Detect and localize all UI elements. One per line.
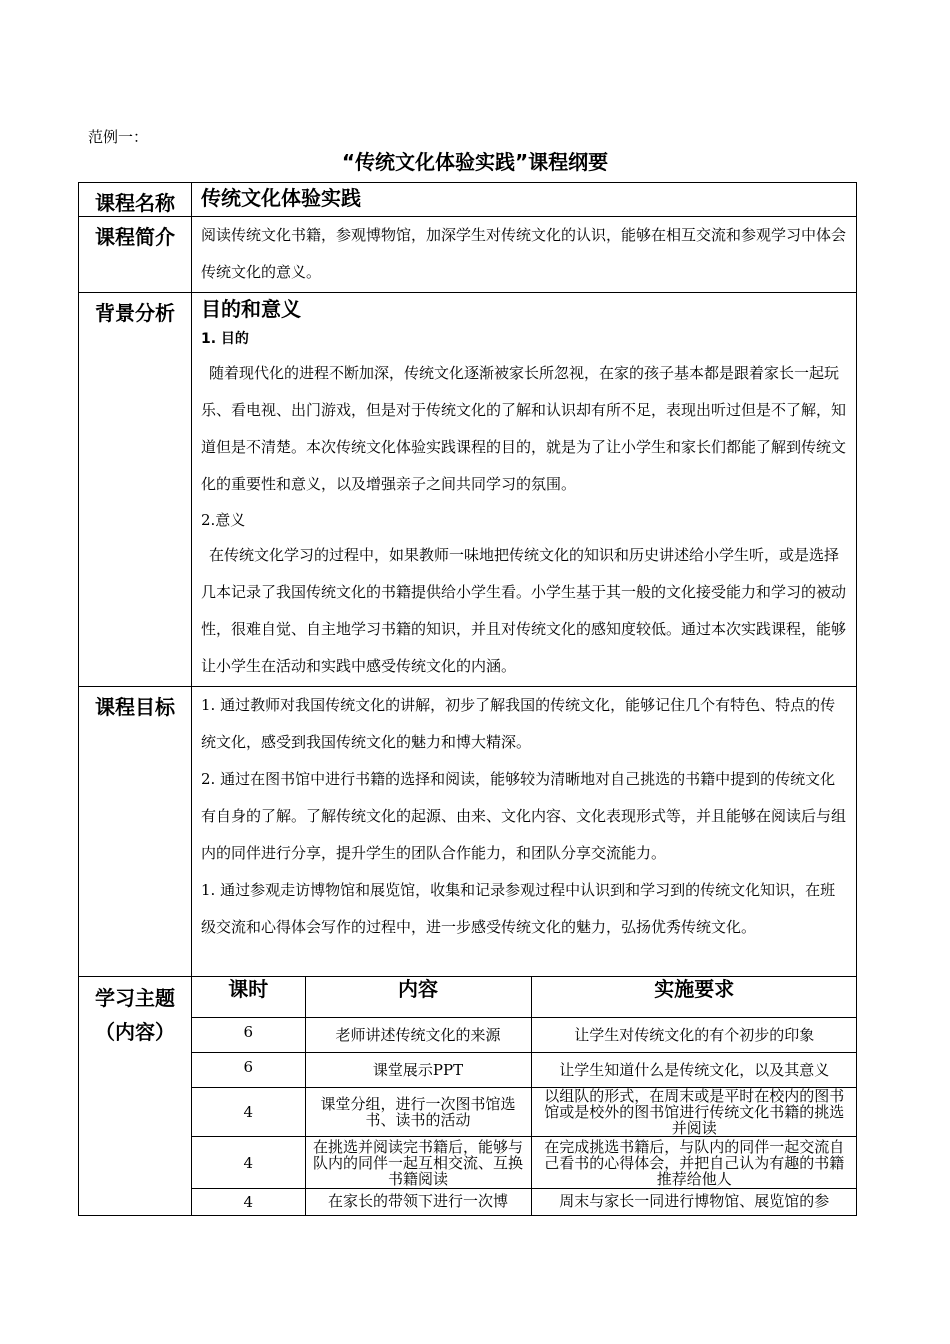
content-cell: 在家长的带领下进行一次博 xyxy=(305,1189,531,1215)
row-background xyxy=(79,293,857,687)
background-cell xyxy=(192,293,857,687)
goal-item: 1. 通过教师对我国传统文化的讲解，初步了解我国的传统文化，能够记住几个有特色、特点的传统文化，感受到我国传统文化的魅力和博大精深。 xyxy=(201,696,836,751)
row-topics xyxy=(79,977,857,1216)
goals-cell xyxy=(192,687,857,977)
header-hours: 课时 xyxy=(192,977,305,1018)
row-goals xyxy=(79,687,857,977)
document-title: “传统文化体验实践”课程纲要 xyxy=(341,150,609,174)
goal-item: 1. 通过参观走访博物馆和展览馆，收集和记录参观过程中认识到和学习到的传统文化知识，在班级交流和心得体会写作的过程中，进一步感受传统文化的魅力，弘扬优秀传统文化。 xyxy=(201,881,836,936)
requirement-cell: 在完成挑选书籍后，与队内的同伴一起交流自己看书的心得体会，并把自己认为有趣的书籍推荐给他人 xyxy=(531,1137,857,1189)
table-row xyxy=(192,1018,857,1053)
syllabus-table xyxy=(78,182,857,1216)
course-name-value: 传统文化体验实践 xyxy=(201,186,361,210)
content-cell: 在挑选并阅读完书籍后，能够与队内的同伴一起互相交流、互换书籍阅读 xyxy=(305,1137,531,1189)
hours-cell: 4 xyxy=(192,1189,305,1215)
course-name-cell xyxy=(192,183,857,217)
label-topics-line1: 学习主题 xyxy=(95,986,175,1010)
topics-table xyxy=(192,977,857,1215)
header-content: 内容 xyxy=(305,977,531,1018)
row-course-name xyxy=(79,183,857,217)
table-row xyxy=(192,1053,857,1088)
example-prefix: 范例一： xyxy=(88,128,149,146)
purpose-title: 1. 目的 xyxy=(201,331,249,347)
hours-cell: 4 xyxy=(192,1137,305,1189)
purpose-text: 随着现代化的进程不断加深，传统文化逐渐被家长所忽视，在家的孩子基本都是跟着家长一起玩乐、看电视、出门游戏，但是对于传统文化的了解和认识却有所不足，表现出听过但是不了解，知道但是不清楚。本次传统文化体验实践课程的目的，就是为了让小学生和家长们都能了解到传统文化的重要性和意义，以及增强亲子之间共同学习的氛围。 xyxy=(201,364,847,493)
content-cell: 课堂分组，进行一次图书馆选书、读书的活动 xyxy=(305,1088,531,1137)
meaning-title: 2.意义 xyxy=(201,511,246,529)
table-row xyxy=(192,1137,857,1189)
content-cell: 老师讲述传统文化的来源 xyxy=(305,1018,531,1053)
label-course-intro: 课程简介 xyxy=(79,217,192,293)
hours-cell: 4 xyxy=(192,1088,305,1137)
hours-cell: 6 xyxy=(192,1018,305,1053)
content-cell: 课堂展示PPT xyxy=(305,1053,531,1088)
course-intro-text: 阅读传统文化书籍，参观博物馆，加深学生对传统文化的认识，能够在相互交流和参观学习中体会传统文化的意义。 xyxy=(201,226,847,281)
meaning-text: 在传统文化学习的过程中，如果教师一味地把传统文化的知识和历史讲述给小学生听，或是选择几本记录了我国传统文化的书籍提供给小学生看。小学生基于其一般的文化接受能力和学习的被动性，很难自觉、自主地学习书籍的知识，并且对传统文化的感知度较低。通过本次实践课程，能够让小学生在活动和实践中感受传统文化的内涵。 xyxy=(201,546,847,675)
row-course-intro xyxy=(79,217,857,293)
goal-item: 2. 通过在图书馆中进行书籍的选择和阅读，能够较为清晰地对自己挑选的书籍中提到的传统文化有自身的了解。了解传统文化的起源、由来、文化内容、文化表现形式等，并且能够在阅读后与组内的同伴进行分享，提升学生的团队合作能力，和团队分享交流能力。 xyxy=(201,770,847,862)
table-row xyxy=(192,1189,857,1215)
label-topics xyxy=(79,977,192,1216)
label-goals: 课程目标 xyxy=(79,687,192,977)
requirement-cell: 周末与家长一同进行博物馆、展览馆的参 xyxy=(531,1189,857,1215)
topics-cell xyxy=(192,977,857,1216)
label-background: 背景分析 xyxy=(79,293,192,687)
requirement-cell: 以组队的形式，在周末或是平时在校内的图书馆或是校外的图书馆进行传统文化书籍的挑选并阅读 xyxy=(531,1088,857,1137)
hours-cell: 6 xyxy=(192,1053,305,1088)
requirement-cell: 让学生知道什么是传统文化，以及其意义 xyxy=(531,1053,857,1088)
label-course-name: 课程名称 xyxy=(79,183,192,217)
background-heading: 目的和意义 xyxy=(201,297,301,321)
table-row xyxy=(192,1088,857,1137)
topics-header-row xyxy=(192,977,857,1018)
requirement-cell: 让学生对传统文化的有个初步的印象 xyxy=(531,1018,857,1053)
course-intro-cell xyxy=(192,217,857,293)
label-topics-line2: （内容） xyxy=(95,1020,175,1044)
header-requirement: 实施要求 xyxy=(531,977,857,1018)
